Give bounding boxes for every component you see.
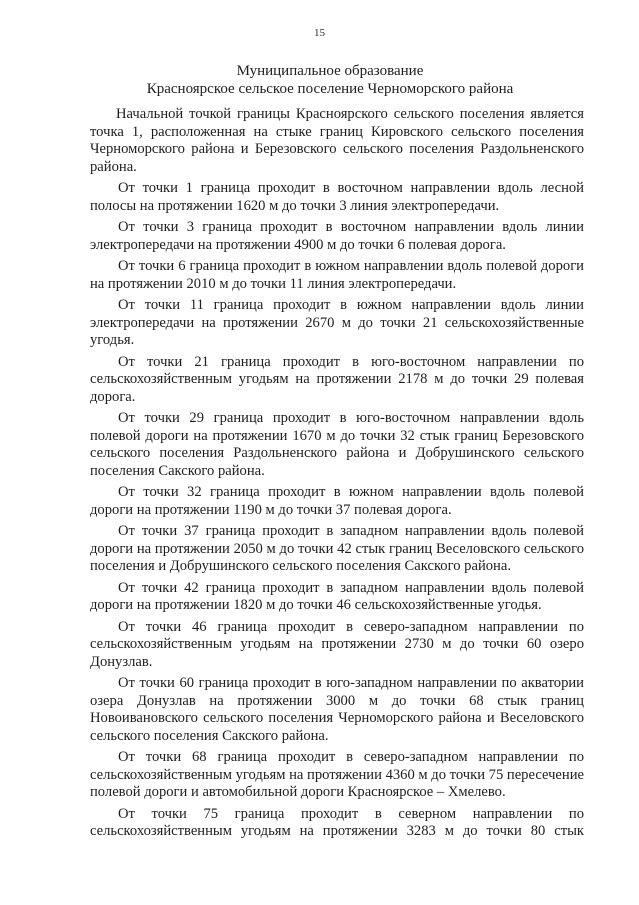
page-number: 15 <box>314 27 325 39</box>
paragraph: От точки 11 граница проходит в южном направлении вдоль линии электропередачи на протяжении 2670 м до точки 21 сельскохозяйственные угодья. <box>90 297 584 348</box>
paragraph: От точки 68 граница проходит в северо-западном направлении по сельскохозяйственным угодьям на протяжении 4360 м до точки 75 пересечение полевой дороги и автомобильной дороги Красноярское – Хмелево. <box>90 749 584 800</box>
paragraph: От точки 46 граница проходит в северо-западном направлении по сельскохозяйственным угодьям на протяжении 2730 м до точки 60 озеро Донузлав. <box>90 618 584 670</box>
paragraph: От точки 29 граница проходит в юго-восточном направлении вдоль полевой дороги на протяжении 1670 м до точки 32 стык границ Березовского сельского поселения Раздольненского района и Добрушинского сельского поселения Сакского района. <box>90 410 584 479</box>
paragraph: От точки 1 граница проходит в восточном направлении вдоль лесной полосы на протяжении 1620 м до точки 3 линия электропередачи. <box>90 180 584 214</box>
paragraph: От точки 75 граница проходит в северном направлении по сельскохозяйственным угодьям на протяжении 3283 м до точки 80 стык <box>90 805 584 839</box>
paragraph: Начальной точкой границы Красноярского сельского поселения является точка 1, расположенная на стыке границ Кировского сельского поселения Черноморского района и Березовского сельского поселения Раздольненского района. <box>90 106 584 175</box>
document-header <box>70 62 590 98</box>
paragraph: От точки 21 граница проходит в юго-восточном направлении по сельскохозяйственным угодьям на протяжении 2178 м до точки 29 полевая дорога. <box>90 353 584 405</box>
paragraph: От точки 42 граница проходит в западном направлении вдоль полевой дороги на протяжении 1820 м до точки 46 сельскохозяйственные угодья. <box>90 579 584 613</box>
paragraph: От точки 6 граница проходит в южном направлении вдоль полевой дороги на протяжении 2010 м до точки 11 линия электропередачи. <box>90 258 584 292</box>
paragraph: От точки 3 граница проходит в восточном направлении вдоль линии электропередачи на протяжении 4900 м до точки 6 полевая дорога. <box>90 219 584 253</box>
boundary-description <box>90 106 584 845</box>
header-line-municipality: Муниципальное образование <box>236 63 424 79</box>
header-line-settlement: Красноярское сельское поселение Черноморского района <box>146 81 514 97</box>
paragraph: От точки 32 граница проходит в южном направлении вдоль полевой дороги на протяжении 1190 м до точки 37 полевая дорога. <box>90 484 584 518</box>
paragraph: От точки 37 граница проходит в западном направлении вдоль полевой дороги на протяжении 2050 м до точки 42 стык границ Веселовского сельского поселения и Добрушинского сельского поселения Сакского района. <box>90 523 584 574</box>
paragraph: От точки 60 граница проходит в юго-западном направлении по акватории озера Донузлав на протяжении 3000 м до точки 68 стык границ Новоивановского сельского поселения Черноморского района и Веселовского сельского поселения Сакского района. <box>90 675 584 744</box>
